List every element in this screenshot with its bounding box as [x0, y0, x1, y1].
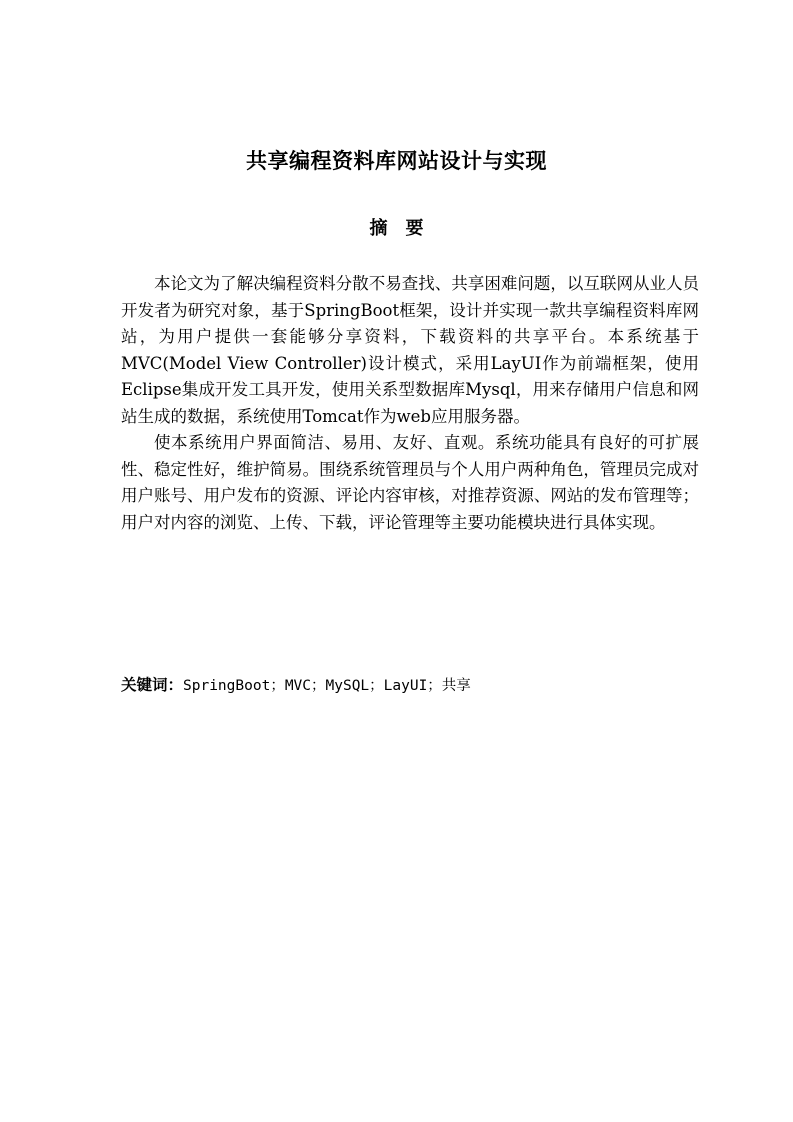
page-title: 共享编程资料库网站设计与实现 — [246, 149, 547, 173]
abstract-body — [121, 271, 699, 536]
abstract-paragraph: 使本系统用户界面简洁、易用、友好、直观。系统功能具有良好的可扩展性、稳定性好，维护简易。围绕系统管理员与个人用户两种角色，管理员完成对用户账号、用户发布的资源、评论内容审核，对推荐资源、网站的发布管理等；用户对内容的浏览、上传、下载，评论管理等主要功能模块进行具体实现。 — [121, 433, 699, 532]
keywords-list: SpringBoot；MVC；MySQL；LayUI；共享 — [183, 678, 471, 694]
keywords-line — [121, 672, 699, 699]
abstract-heading: 摘要 — [369, 218, 442, 239]
keywords-label: 关键词： — [121, 676, 184, 694]
abstract-paragraph: 本论文为了解决编程资料分散不易查找、共享困难问题，以互联网从业人员开发者为研究对象，基于SpringBoot框架，设计并实现一款共享编程资料库网站，为用户提供一套能够分享资料，下载资料的共享平台。本系统基于MVC(Model View Controller)设计模式，采用LayUI作为前端框架，使用Eclipse集成开发工具开发，使用关系型数据库Mysql，用来存储用户信息和网站生成的数据，系统使用Tomcat作为web应用服务器。 — [121, 274, 699, 426]
